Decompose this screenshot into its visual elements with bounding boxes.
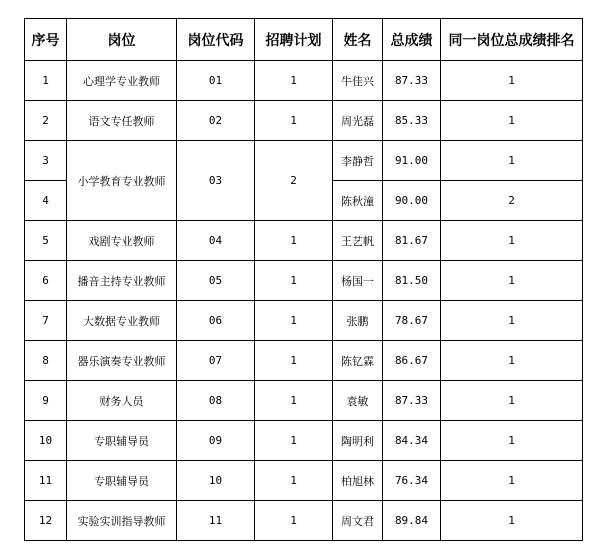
table-row — [25, 381, 583, 421]
cell-name: 牛佳兴 — [333, 61, 383, 101]
cell-name: 王艺帆 — [333, 221, 383, 261]
cell-name: 张鹏 — [333, 301, 383, 341]
cell-name: 袁敏 — [333, 381, 383, 421]
cell-plan: 2 — [255, 141, 333, 221]
cell-rank: 1 — [441, 341, 583, 381]
cell-seq: 12 — [25, 501, 67, 541]
header-plan: 招聘计划 — [255, 19, 333, 61]
cell-rank: 2 — [441, 181, 583, 221]
cell-score: 90.00 — [383, 181, 441, 221]
cell-name: 杨国一 — [333, 261, 383, 301]
cell-code: 04 — [177, 221, 255, 261]
cell-seq: 11 — [25, 461, 67, 501]
table-row — [25, 341, 583, 381]
header-seq: 序号 — [25, 19, 67, 61]
header-rank: 同一岗位总成绩排名 — [441, 19, 583, 61]
cell-seq: 2 — [25, 101, 67, 141]
cell-score: 87.33 — [383, 61, 441, 101]
table-row — [25, 101, 583, 141]
cell-rank: 1 — [441, 61, 583, 101]
table-row — [25, 421, 583, 461]
table-row — [25, 61, 583, 101]
cell-rank: 1 — [441, 421, 583, 461]
results-table — [24, 18, 583, 541]
cell-seq: 7 — [25, 301, 67, 341]
cell-code: 03 — [177, 141, 255, 221]
cell-seq: 3 — [25, 141, 67, 181]
cell-position: 财务人员 — [67, 381, 177, 421]
table-row — [25, 501, 583, 541]
cell-position: 器乐演奏专业教师 — [67, 341, 177, 381]
cell-rank: 1 — [441, 141, 583, 181]
cell-seq: 5 — [25, 221, 67, 261]
cell-seq: 8 — [25, 341, 67, 381]
cell-rank: 1 — [441, 101, 583, 141]
cell-score: 81.50 — [383, 261, 441, 301]
cell-position: 专职辅导员 — [67, 461, 177, 501]
cell-plan: 1 — [255, 101, 333, 141]
cell-position: 小学教育专业教师 — [67, 141, 177, 221]
cell-plan: 1 — [255, 61, 333, 101]
cell-rank: 1 — [441, 301, 583, 341]
cell-name: 李静哲 — [333, 141, 383, 181]
cell-name: 陶明利 — [333, 421, 383, 461]
cell-position: 语文专任教师 — [67, 101, 177, 141]
cell-seq: 4 — [25, 181, 67, 221]
cell-score: 89.84 — [383, 501, 441, 541]
header-score: 总成绩 — [383, 19, 441, 61]
cell-score: 81.67 — [383, 221, 441, 261]
cell-score: 87.33 — [383, 381, 441, 421]
cell-score: 78.67 — [383, 301, 441, 341]
cell-score: 84.34 — [383, 421, 441, 461]
cell-rank: 1 — [441, 501, 583, 541]
cell-plan: 1 — [255, 261, 333, 301]
cell-code: 02 — [177, 101, 255, 141]
cell-plan: 1 — [255, 421, 333, 461]
cell-seq: 10 — [25, 421, 67, 461]
cell-seq: 9 — [25, 381, 67, 421]
cell-name: 周光磊 — [333, 101, 383, 141]
cell-name: 陈秋潼 — [333, 181, 383, 221]
cell-code: 09 — [177, 421, 255, 461]
cell-position: 心理学专业教师 — [67, 61, 177, 101]
cell-position: 戏剧专业教师 — [67, 221, 177, 261]
cell-position: 专职辅导员 — [67, 421, 177, 461]
header-position: 岗位 — [67, 19, 177, 61]
cell-score: 86.67 — [383, 341, 441, 381]
cell-plan: 1 — [255, 501, 333, 541]
cell-rank: 1 — [441, 381, 583, 421]
cell-code: 05 — [177, 261, 255, 301]
cell-name: 柏旭林 — [333, 461, 383, 501]
cell-code: 08 — [177, 381, 255, 421]
cell-rank: 1 — [441, 461, 583, 501]
cell-position: 实验实训指导教师 — [67, 501, 177, 541]
table-row — [25, 301, 583, 341]
cell-name: 周文君 — [333, 501, 383, 541]
cell-rank: 1 — [441, 221, 583, 261]
cell-code: 01 — [177, 61, 255, 101]
cell-plan: 1 — [255, 461, 333, 501]
cell-score: 91.00 — [383, 141, 441, 181]
table-header-row — [25, 19, 583, 61]
cell-code: 06 — [177, 301, 255, 341]
cell-score: 85.33 — [383, 101, 441, 141]
table-row — [25, 141, 583, 181]
cell-code: 10 — [177, 461, 255, 501]
header-name: 姓名 — [333, 19, 383, 61]
cell-rank: 1 — [441, 261, 583, 301]
cell-seq: 6 — [25, 261, 67, 301]
cell-position: 播音主持专业教师 — [67, 261, 177, 301]
cell-code: 07 — [177, 341, 255, 381]
cell-plan: 1 — [255, 381, 333, 421]
cell-score: 76.34 — [383, 461, 441, 501]
header-code: 岗位代码 — [177, 19, 255, 61]
table-row — [25, 261, 583, 301]
cell-plan: 1 — [255, 341, 333, 381]
cell-name: 陈钇霖 — [333, 341, 383, 381]
table-row — [25, 221, 583, 261]
cell-position: 大数据专业教师 — [67, 301, 177, 341]
cell-plan: 1 — [255, 301, 333, 341]
cell-code: 11 — [177, 501, 255, 541]
cell-plan: 1 — [255, 221, 333, 261]
cell-seq: 1 — [25, 61, 67, 101]
table-row — [25, 461, 583, 501]
